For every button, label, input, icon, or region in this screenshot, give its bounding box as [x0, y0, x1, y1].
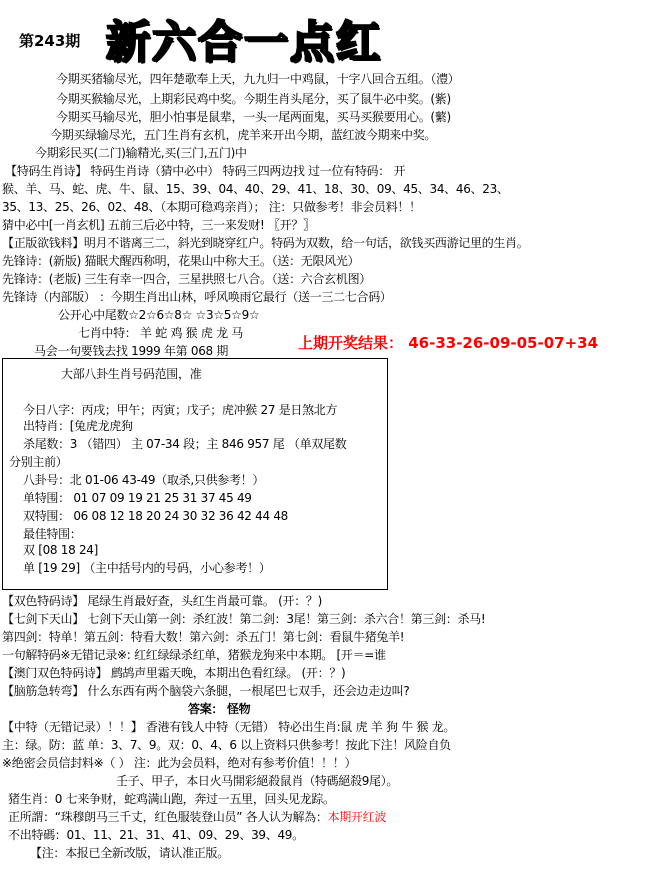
- riddle-answer: 答案： 怪物: [188, 702, 251, 716]
- poem-line: 今期买猪输尽光，四年楚歌奉上天，九九归一中鸡鼠，十字八回合五组。（澧）: [56, 72, 460, 86]
- special-line: 【正版欲钱料】明月不谐离三二，斜光到晓穿红户。特码为双数，给一句话，欲钱买西游记里的生肖。: [2, 236, 529, 250]
- saying-text: 正所謂：“珠穆朗马三千丈，红色服装登山员” 各人认为解為：: [8, 810, 328, 824]
- box-title: 大部八卦生肖号码范围，准: [61, 367, 202, 381]
- bottom-line: 主：绿。防：蓝 单：3、7、9。双：0、4、6 以上资料只供参考！按此下注！风险自负: [2, 738, 451, 752]
- special-line: 公开心中尾数☆2☆6☆8☆ ☆3☆5☆9☆: [58, 308, 260, 322]
- poem-line: 今期买马输尽光，胆小怕事是鼠辈，一头一尾两面鬼，买马买猴要用心。(蘩): [56, 110, 451, 124]
- bottom-line: 壬子、甲子，本日火马開彩絕殺鼠肖（特碼絕殺9尾）。: [116, 774, 399, 788]
- bagua-box: [2, 358, 388, 590]
- page-title: 新六合一点红: [106, 17, 382, 68]
- special-line: 先锋诗：(新版) 猫眠犬醒西称明，花果山中称大王。（送：无限风光）: [2, 254, 360, 268]
- special-line: 【特码生肖诗】 特码生肖诗（猜中必中） 特码三四两边找 过一位有特码： 开: [5, 164, 406, 178]
- box-line: 双 [08 18 24]: [23, 543, 99, 557]
- box-line: 出特肖：[兔虎龙虎狗: [23, 419, 133, 433]
- bottom-line: 【中特（无错记录）！！】 香港有钱人中特（无错） 特必出生肖:鼠 虎 羊 狗 牛 猴 龙。: [2, 720, 456, 734]
- red-wave-text: 本期开红波: [327, 810, 387, 824]
- box-line: 双特围： 06 08 12 18 20 24 30 32 36 42 44 48: [23, 509, 289, 523]
- issue-number: 第243期: [19, 32, 81, 50]
- special-line: 先锋诗：(老版) 三生有幸一四合，三星拱照七八合。（送：六合玄机图）: [2, 272, 371, 286]
- box-line: 最佳特围：: [23, 527, 82, 541]
- bottom-line: 猪生肖：0 七来争财，蛇鸡满山跑，奔过一五里，回头见龙踪。: [8, 792, 335, 806]
- poem-line: 今期买猴输尽光，上期彩民鸡中奖。今期生肖头尾分，买了鼠牛必中奖。(紫): [56, 92, 451, 106]
- bottom-line: 【七剑下天山】 七剑下天山第一剑：杀红波！第二剑：3尾！第三剑：杀六合！第三剑：杀马!: [2, 612, 486, 626]
- bottom-line: 【注：本报已全新改版，请认准正版。: [30, 846, 229, 860]
- last-result: 上期开奖结果： 46-33-26-09-05-07+34: [298, 334, 599, 352]
- bottom-line: ※绝密会员信封料※（ ） 注：此为会员料，绝对有参考价值！！！）: [2, 756, 357, 770]
- bottom-line: 【脑筋急转弯】 什么东西有两个脑袋六条腿，一根尾巴七双手，还会边走边叫?: [2, 684, 410, 698]
- bottom-line: 一句解特码※无错记录※: 红红绿绿杀红单，猪猴龙狗来中本期。 [开＝=谁: [2, 648, 386, 662]
- box-line: 分别主前）: [9, 455, 68, 469]
- box-line: 单 [19 29] （主中括号内的号码，小心参考！）: [23, 561, 271, 575]
- box-line: 今日八字：丙戌；甲午；丙寅；戊子；虎冲猴 27 是日煞北方: [23, 403, 338, 417]
- special-line: 猴、羊、马、蛇、虎、牛、鼠、15、39、04、40、29、41、18、30、09、45、34、46、23、: [2, 182, 509, 196]
- box-line: 单特围： 01 07 09 19 21 25 31 37 45 49: [23, 491, 252, 505]
- special-line: 35、13、25、26、02、48、（本期可稳鸡亲肖）； 注：只做参考！非会员料！！: [2, 200, 421, 214]
- special-line: 马会一句要钱去找 1999 年第 068 期: [34, 344, 229, 358]
- bottom-line: 【双色特码诗】 尾绿生肖最好查，头红生肖最可靠。 (开：？): [2, 594, 322, 608]
- poem-line: 今期买绿输尽光，五门生肖有玄机，虎羊来开出今期，蓝红波今期来中奖。: [50, 128, 437, 142]
- box-line: 杀尾数：3 （错四） 主 07-34 段；主 846 957 尾 （单双尾数: [23, 437, 347, 451]
- bottom-line: 【澳门双色特码诗】 鹧鸪声里霜天晚，本期出色看红绿。 (开：？): [2, 666, 346, 680]
- poem-line: 今期彩民买(二门)输精光,买(三门,五门)中: [35, 146, 247, 160]
- bottom-line: 第四剑：特单！第五剑：特看大数！第六剑：杀五门！第七剑：看鼠牛猪兔羊!: [2, 630, 405, 644]
- box-line: 八卦号：北 01-06 43-49（取杀,只供参考！）: [23, 473, 265, 487]
- special-line: 七肖中特： 羊 蛇 鸡 猴 虎 龙 马: [78, 326, 244, 340]
- bottom-line: 不出特碼：01、11、21、31、41、09、29、39、49。: [8, 828, 304, 842]
- special-line: 猜中必中[一肖玄机] 五前三后必中特，三一来发财! 〖开？〗: [2, 218, 315, 232]
- special-line: 先锋诗（内部版） ：今期生肖出山林，呼风唤雨它最行（送一三二七合码）: [2, 290, 392, 304]
- bottom-line: [8, 810, 386, 825]
